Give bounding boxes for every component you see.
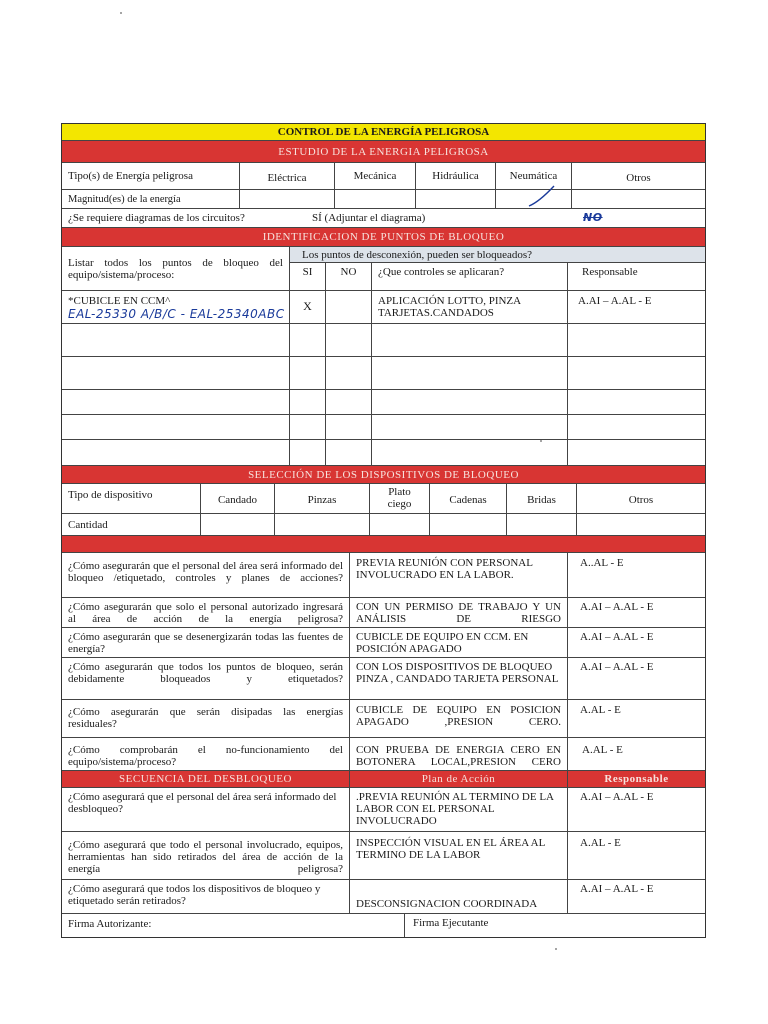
secuencia-responsible-3: A.AI – A.AL - E — [580, 883, 654, 895]
point-1-responsable: A.AI – A.AL - E — [578, 295, 652, 307]
answer-2: CON UN PERMISO DE TRABAJO Y UN ANÁLISIS DE RIESGO — [350, 598, 568, 627]
secuencia-responsable-header: Responsable — [604, 773, 669, 785]
identificacion-header-row — [62, 228, 705, 247]
scan-speck — [540, 440, 542, 442]
questions-header-row — [62, 536, 705, 553]
point-1-text: *CUBICLE EN CCM^ — [68, 295, 171, 307]
question-5: ¿Cómo asegurarán que serán disipadas las energías residuales? — [62, 700, 350, 737]
responsible-3: A.AI – A.AL - E — [580, 631, 654, 643]
energy-type-otros: Otros — [626, 172, 651, 184]
device-candado: Candado — [201, 484, 275, 513]
points-row-5 — [62, 415, 705, 440]
secuencia-answer-2: INSPECCIÓN VISUAL EN EL ÁREA AL TERMINO DE LA LABOR — [350, 832, 568, 879]
device-pinzas: Pinzas — [275, 484, 370, 513]
question-row-3 — [62, 628, 705, 658]
puntos-subheader-row — [290, 263, 705, 291]
signature-autorizante: Firma Autorizante: — [62, 914, 405, 937]
secuencia-row-1 — [62, 788, 705, 832]
responsible-1: A..AL - E — [580, 557, 624, 569]
magnitude-label: Magnitud(es) de la energía — [62, 190, 240, 208]
secuencia-answer-1: .PREVIA REUNIÓN AL TERMINO DE LA LABOR CON EL PERSONAL INVOLUCRADO — [350, 788, 568, 831]
quantity-label: Cantidad — [62, 514, 201, 535]
secuencia-responsible-1: A.AI – A.AL - E — [580, 791, 654, 803]
identificacion-header: IDENTIFICACION DE PUNTOS DE BLOQUEO — [262, 231, 505, 243]
energy-type-hidraulica: Hidráulica — [416, 163, 496, 189]
secuencia-header: SECUENCIA DEL DESBLOQUEO — [62, 771, 350, 787]
question-4: ¿Cómo asegurarán que todos los puntos de bloqueo, serán debidamente bloqueados y etiquetados? — [62, 658, 350, 699]
secuencia-question-1: ¿Cómo asegurará que el personal del área será informado del desbloqueo? — [62, 788, 350, 831]
point-1-controles: APLICACIÓN LOTTO, PINZA TARJETAS.CANDADOS — [372, 291, 568, 323]
secuencia-plan-header: Plan de Acción — [350, 771, 568, 787]
device-otros: Otros — [628, 494, 654, 506]
question-3: ¿Cómo asegurarán que se desenergizarán todas las fuentes de energía? — [62, 628, 350, 657]
secuencia-row-2 — [62, 832, 705, 880]
energy-type-neumatica: Neumática — [496, 163, 572, 189]
device-cadenas: Cadenas — [430, 484, 507, 513]
scan-speck — [120, 12, 122, 14]
signature-ejecutante: Firma Ejecutante — [413, 917, 489, 929]
question-row-2 — [62, 598, 705, 628]
dispositivos-header-row — [62, 466, 705, 484]
listar-label: Listar todos los puntos de bloqueo del equipo/sistema/proceso: — [62, 247, 290, 291]
energy-type-row — [62, 163, 705, 190]
question-row-5 — [62, 700, 705, 738]
scan-speck — [555, 948, 557, 950]
energy-control-form — [61, 123, 706, 938]
device-bridas: Bridas — [507, 484, 577, 513]
answer-3: CUBICLE DE EQUIPO EN CCM. EN POSICIÓN APAGADO — [350, 628, 568, 657]
col-responsable: Responsable — [582, 266, 638, 278]
question-6: ¿Cómo comprobarán el no-funcionamiento del equipo/sistema/proceso? — [62, 738, 350, 770]
device-type-label: Tipo de dispositivo — [62, 484, 201, 513]
points-row-3 — [62, 357, 705, 390]
responsible-5: A.AL - E — [580, 704, 621, 716]
responsible-4: A.AI – A.AL - E — [580, 661, 654, 673]
point-1-handwriting: EAL-25330 A/B/C - EAL-25340ABC — [68, 307, 285, 321]
answer-4: CON LOS DISPOSITIVOS DE BLOQUEO PINZA , CANDADO TARJETA PERSONAL — [350, 658, 568, 699]
answer-1: PREVIA REUNIÓN CON PERSONAL INVOLUCRADO EN LA LABOR. — [350, 553, 568, 597]
question-row-6 — [62, 738, 705, 771]
question-row-1 — [62, 553, 705, 598]
points-row-1 — [62, 291, 705, 324]
form-title: CONTROL DE LA ENERGÍA PELIGROSA — [277, 126, 490, 138]
form-title-row — [62, 124, 705, 141]
energy-type-electrica: Eléctrica — [240, 163, 335, 189]
diagram-no-option: NO — [583, 211, 603, 224]
secuencia-question-3: ¿Cómo asegurará que todos los dispositivos de bloqueo y etiquetado serán retirados? — [62, 880, 350, 913]
secuencia-question-2: ¿Cómo asegurará que todo el personal involucrado, equipos, herramientas han sido retirados del área de acción de la energía peligrosa? — [62, 832, 350, 879]
answer-5: CUBICLE DE EQUIPO EN POSICION APAGADO ,PRESION CERO. — [350, 700, 568, 737]
question-row-4 — [62, 658, 705, 700]
secuencia-header-row — [62, 771, 705, 788]
point-1-si-mark: X — [290, 291, 326, 323]
diagram-question: ¿Se requiere diagramas de los circuitos? — [68, 212, 245, 224]
dispositivos-header: SELECCIÓN DE LOS DISPOSITIVOS DE BLOQUEO — [248, 469, 519, 481]
puntos-question: Los puntos de desconexión, pueden ser bloqueados? — [302, 249, 533, 261]
estudio-header-row — [62, 141, 705, 163]
estudio-header: ESTUDIO DE LA ENERGIA PELIGROSA — [278, 146, 489, 158]
points-row-6 — [62, 440, 705, 466]
answer-6: CON PRUEBA DE ENERGIA CERO EN BOTONERA LOCAL,PRESION CERO — [350, 738, 568, 770]
magnitude-row — [62, 190, 705, 209]
question-1: ¿Cómo asegurarán que el personal del área será informado del bloqueo /etiquetado, controles y planes de acciones? — [62, 553, 350, 597]
energy-type-mecanica: Mecánica — [335, 163, 416, 189]
col-no: NO — [326, 263, 372, 290]
col-si: SI — [290, 263, 326, 290]
points-row-2 — [62, 324, 705, 357]
device-type-row — [62, 484, 705, 514]
col-controles: ¿Que controles se aplicaran? — [372, 263, 568, 290]
puntos-question-row — [290, 247, 705, 263]
diagram-row — [62, 209, 705, 228]
secuencia-responsible-2: A.AL - E — [580, 837, 621, 849]
quantity-row — [62, 514, 705, 536]
responsible-6: A.AL - E — [582, 744, 623, 756]
device-plato-ciego: Plato ciego — [370, 484, 430, 513]
secuencia-row-3 — [62, 880, 705, 914]
points-row-4 — [62, 390, 705, 415]
responsible-2: A.AI – A.AL - E — [580, 601, 654, 613]
diagram-si-option: SÍ (Adjuntar el diagrama) — [312, 212, 426, 224]
neumatica-check-mark — [527, 184, 557, 210]
energy-type-label: Tipo(s) de Energía peligrosa — [62, 163, 240, 189]
question-2: ¿Cómo asegurarán que solo el personal autorizado ingresará al área de acción de la energía peligrosa? — [62, 598, 350, 627]
signature-row — [62, 914, 705, 937]
secuencia-answer-3: DESCONSIGNACION COORDINADA — [350, 880, 568, 913]
